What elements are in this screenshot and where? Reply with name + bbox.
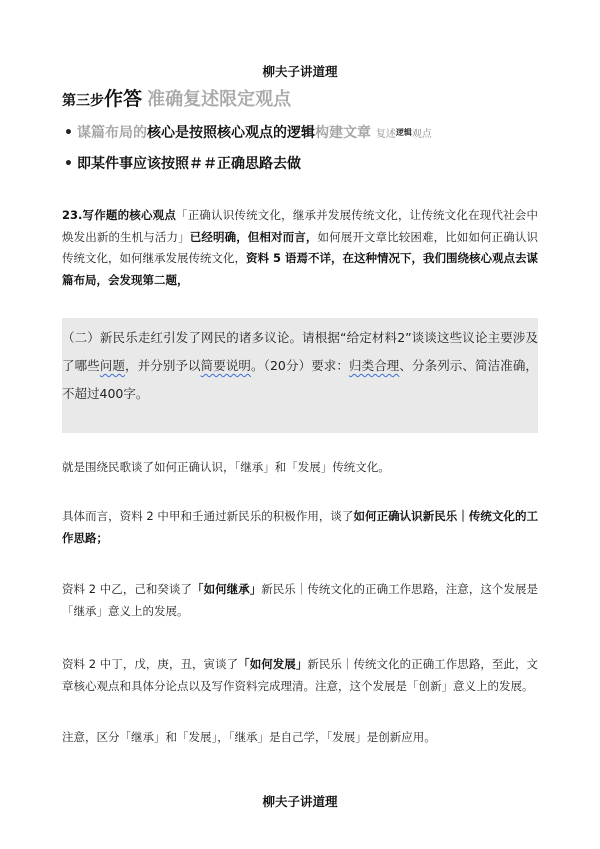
- q23-text: 如何展开文章比较困难，比如如何正确认识传统文化，如何继承发展传统文化，: [62, 229, 539, 265]
- bullet-annotation: 复述: [375, 129, 396, 140]
- paragraph-text: 具体而言，资料 2 中甲和壬通过新民乐的积极作用，谈了: [62, 509, 354, 523]
- question-part: 。（20分）要求：: [251, 358, 349, 373]
- step-prefix: 第三步: [62, 93, 104, 109]
- question-part: ，并分别予以: [125, 358, 201, 373]
- paragraph-bold: 「如何继承」: [192, 582, 262, 596]
- step-subtitle: 准确复述限定观点: [147, 89, 292, 110]
- bullet-annotation: 观点: [411, 129, 432, 140]
- paragraph-1: 就是围绕民歌谈了如何正确认识，「继承」和「发展」传统文化。: [62, 460, 390, 474]
- paragraph-4: [62, 654, 538, 697]
- bullet-dot: •: [64, 156, 73, 172]
- page-header-title: 柳夫子讲道理: [262, 64, 338, 79]
- paragraph-2: [62, 506, 538, 549]
- step-title: 作答: [104, 88, 143, 110]
- bullet-segment: 构建文章: [314, 125, 371, 141]
- question-text: [62, 324, 538, 408]
- page-footer-title: 柳夫子讲道理: [262, 794, 338, 809]
- step-heading: [62, 84, 291, 111]
- bullet-dot: •: [64, 125, 73, 141]
- bullet-segment-emphasis: 核心是按照核心观点的逻辑: [146, 125, 315, 141]
- paragraph-text: 新民乐｜传统文化的正确工作思路，注意，这个发展是「继承」意义上的发展。: [62, 582, 538, 618]
- q23-bold: 已经明确，但相对而言，: [189, 229, 318, 244]
- bullet-item-structure: [64, 122, 432, 142]
- paragraph-3: [62, 579, 538, 622]
- paragraph-bold: 如何正确认识新民乐｜传统文化的工作思路；: [62, 509, 539, 545]
- bullet-annotation-emphasis: 逻辑: [395, 128, 412, 137]
- question-keyword: 简要说明: [200, 358, 252, 373]
- question-keyword: 归类合理: [349, 358, 400, 373]
- question-part: 、分条列示、简洁准确，不超过400字。: [62, 358, 538, 401]
- bullet-segment: 谋篇布局的: [76, 125, 147, 141]
- question-keyword: 问题: [99, 358, 126, 373]
- paragraph-text: 资料 2 中乙，己和癸谈了: [62, 582, 193, 596]
- q23-quote: 「正确认识传统文化，继承并发展传统文化，让传统文化在现代社会中焕发出新的生机与活力」: [62, 208, 538, 244]
- bullet-text: 即某件事应该按照＃＃正确思路去做: [76, 156, 301, 172]
- paragraph-5: 注意，区分「继承」和「发展」，「继承」是自己学，「发展」是创新应用。: [62, 730, 436, 744]
- question-box: [62, 318, 538, 433]
- paragraph-text: 资料 2 中丁，戊，庚，丑，寅谈了: [62, 657, 239, 671]
- paragraph-text: 新民乐｜传统文化的正确工作思路，至此，文章核心观点和具体分论点以及写作资料完成理清。注意，这个发展是「创新」意义上的发展。: [62, 657, 538, 693]
- q23-bold-end: 资料 5 语焉不详，在这种情况下，我们围绕核心观点去谋篇布局，会发现第二题，: [62, 251, 539, 287]
- q23-label: 23.写作题的核心观点: [62, 208, 177, 222]
- bullet-item-method: [64, 153, 301, 173]
- question-part: （二）新民乐走红引发了网民的诸多议论。请根据“给定材料2”谈谈这些议论主要涉及了哪些: [62, 330, 538, 373]
- paragraph-bold: 「如何发展」: [238, 657, 308, 671]
- paragraph-q23: [62, 205, 538, 291]
